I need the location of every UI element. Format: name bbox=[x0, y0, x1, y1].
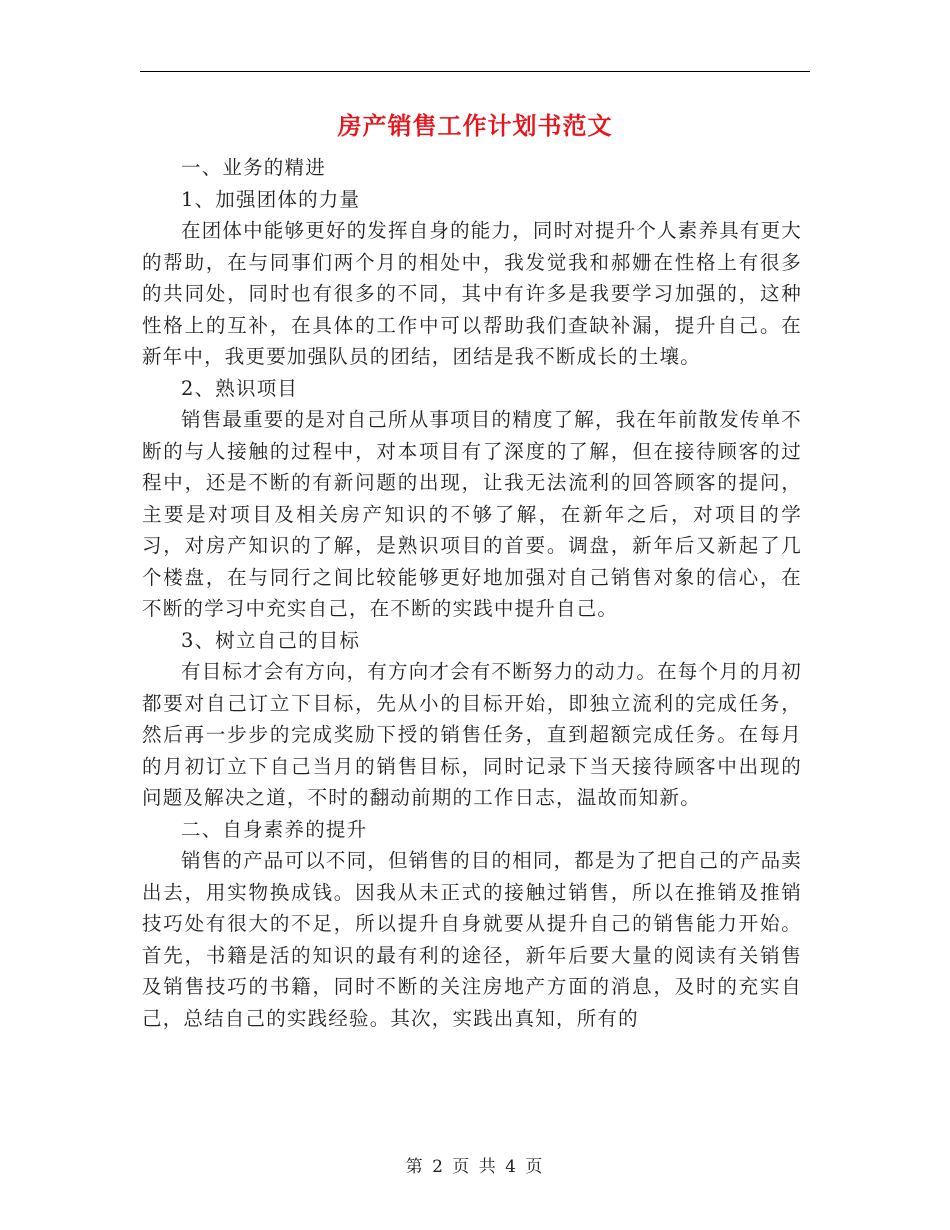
subsection-heading: 3、树立自己的目标 bbox=[181, 628, 361, 652]
body-paragraph: 在团体中能够更好的发挥自身的能力，同时对提升个人素养具有更大的帮助，在与同事们两个月的相处中，我发觉我和郝姗在性格上有很多的共同处，同时也有很多的不同，其中有许多是我要学习加强的，这种性格上的互补，在具体的工作中可以帮助我们查缺补漏，提升自己。在新年中，我更要加强队员的团结，团结是我不断成长的土壤。 bbox=[142, 219, 803, 368]
document-body bbox=[142, 152, 802, 1034]
subsection-heading: 1、加强团体的力量 bbox=[181, 187, 361, 211]
page-number: 第 2 页 共 4 页 bbox=[405, 1157, 545, 1177]
body-paragraph: 销售的产品可以不同，但销售的目的相同，都是为了把自己的产品卖出去，用实物换成钱。因我从未正式的接触过销售，所以在推销及推销技巧处有很大的不足，所以提升自身就要从提升自己的销售能力开始。首先，书籍是活的知识的最有利的途径，新年后要大量的阅读有关销售及销售技巧的书籍，同时不断的关注房地产方面的消息，及时的充实自己，总结自己的实践经验。其次，实践出真知，所有的 bbox=[142, 849, 803, 1030]
page-title: 房产销售工作计划书范文 bbox=[337, 111, 613, 140]
body-paragraph: 销售最重要的是对自己所从事项目的精度了解，我在年前散发传单不断的与人接触的过程中，对本项目有了深度的了解，但在接待顾客的过程中，还是不断的有新问题的出现，让我无法流利的回答顾客的提问，主要是对项目及相关房产知识的不够了解，在新年之后，对项目的学习，对房产知识的了解，是熟识项目的首要。调盘，新年后又新起了几个楼盘，在与同行之间比较能够更好地加强对自己销售对象的信心，在不断的学习中充实自己，在不断的实践中提升自己。 bbox=[142, 408, 803, 620]
subsection-heading: 2、熟识项目 bbox=[181, 376, 299, 400]
section-heading: 二、自身素养的提升 bbox=[181, 817, 368, 841]
header-rule bbox=[140, 71, 810, 72]
body-paragraph: 有目标才会有方向，有方向才会有不断努力的动力。在每个月的月初都要对自己订立下目标，先从小的目标开始，即独立流利的完成任务，然后再一步步的完成奖励下授的销售任务，直到超额完成任务。在每月的月初订立下自己当月的销售目标，同时记录下当天接待顾客中出现的问题及解决之道，不时的翻动前期的工作日志，温故而知新。 bbox=[142, 660, 803, 809]
section-heading: 一、业务的精进 bbox=[181, 156, 326, 179]
